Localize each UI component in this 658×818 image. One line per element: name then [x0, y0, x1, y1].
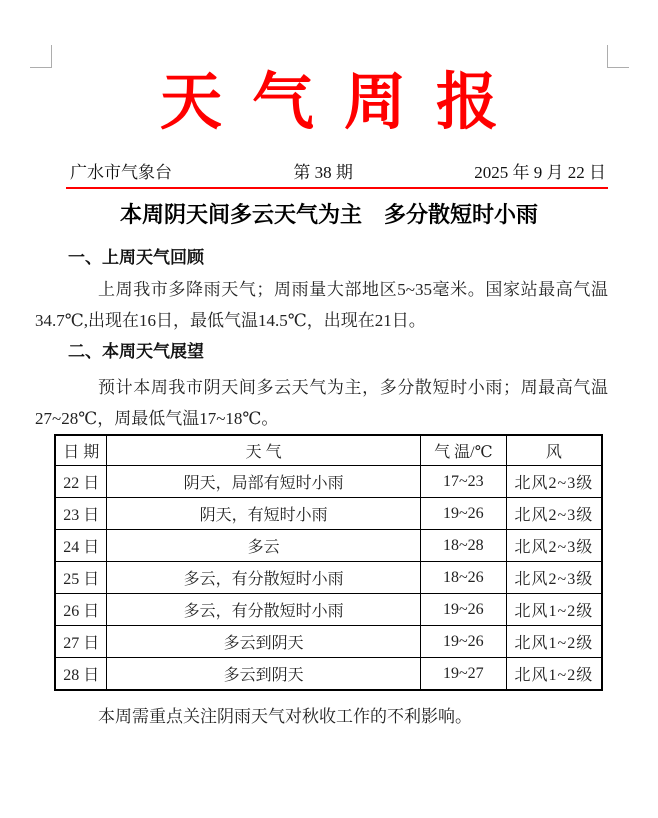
forecast-table	[54, 434, 603, 691]
cell-weather: 阴天，局部有短时小雨	[107, 466, 420, 498]
cell-weather: 多云到阴天	[107, 658, 420, 691]
table-row	[55, 498, 602, 530]
cell-temperature: 17~23	[420, 466, 506, 498]
cell-weather: 阴天，有短时小雨	[107, 498, 420, 530]
cell-wind: 北风1~2级	[506, 594, 602, 626]
cell-date: 26 日	[55, 594, 107, 626]
section-1-heading: 一、上周天气回顾	[68, 248, 204, 267]
table-row	[55, 466, 602, 498]
cell-weather: 多云，有分散短时小雨	[107, 594, 420, 626]
cell-temperature: 18~28	[420, 530, 506, 562]
text-boundary-mark-top-left	[30, 45, 52, 68]
cell-wind: 北风2~3级	[506, 466, 602, 498]
cell-date: 24 日	[55, 530, 107, 562]
col-header-date: 日 期	[55, 435, 107, 466]
issue-date: 2025 年 9 月 22 日	[474, 163, 606, 182]
cell-temperature: 19~26	[420, 626, 506, 658]
agency-name: 广水市气象台	[70, 163, 172, 182]
table-row	[55, 626, 602, 658]
table-row	[55, 562, 602, 594]
masthead	[70, 162, 606, 184]
cell-temperature: 18~26	[420, 562, 506, 594]
col-header-temperature: 气 温/℃	[420, 435, 506, 466]
cell-weather: 多云，有分散短时小雨	[107, 562, 420, 594]
cell-date: 23 日	[55, 498, 107, 530]
table-row	[55, 658, 602, 691]
red-divider-rule	[66, 187, 608, 189]
cell-weather: 多云	[107, 530, 420, 562]
cell-wind: 北风2~3级	[506, 498, 602, 530]
cell-weather: 多云到阴天	[107, 626, 420, 658]
cell-date: 27 日	[55, 626, 107, 658]
col-header-weather: 天 气	[107, 435, 420, 466]
cell-temperature: 19~26	[420, 594, 506, 626]
report-title-text: 天气周报	[159, 68, 528, 137]
section-2-heading: 二、本周天气展望	[68, 342, 204, 361]
issue-number: 第 38 期	[293, 163, 353, 182]
cell-wind: 北风2~3级	[506, 562, 602, 594]
table-row	[55, 594, 602, 626]
text-boundary-mark-top-right	[607, 45, 629, 68]
paragraph-line: 上周我市多降雨天气；周雨量大部地区5~35毫米。国家站最高气温	[98, 280, 608, 299]
headline: 本周阴天间多云天气为主 多分散短时小雨	[119, 202, 538, 227]
cell-temperature: 19~26	[420, 498, 506, 530]
cell-wind: 北风1~2级	[506, 626, 602, 658]
table-header-row	[55, 435, 602, 466]
cell-wind: 北风1~2级	[506, 658, 602, 691]
cell-date: 25 日	[55, 562, 107, 594]
cell-date: 28 日	[55, 658, 107, 691]
section-1-paragraph	[35, 274, 608, 336]
paragraph-line: 预计本周我市阴天间多云天气为主，多分散短时小雨；周最高气温	[98, 378, 608, 397]
report-title	[0, 66, 658, 140]
table-row	[55, 530, 602, 562]
col-header-wind: 风	[506, 435, 602, 466]
paragraph-line: 27~28℃，周最低气温17~18℃。	[35, 409, 279, 428]
paragraph-line: 34.7℃,出现在16日，最低气温14.5℃，出现在21日。	[35, 311, 426, 330]
cell-temperature: 19~27	[420, 658, 506, 691]
cell-wind: 北风2~3级	[506, 530, 602, 562]
section-2-paragraph	[35, 372, 608, 434]
closing-note: 本周需重点关注阴雨天气对秋收工作的不利影响。	[98, 707, 472, 726]
cell-date: 22 日	[55, 466, 107, 498]
